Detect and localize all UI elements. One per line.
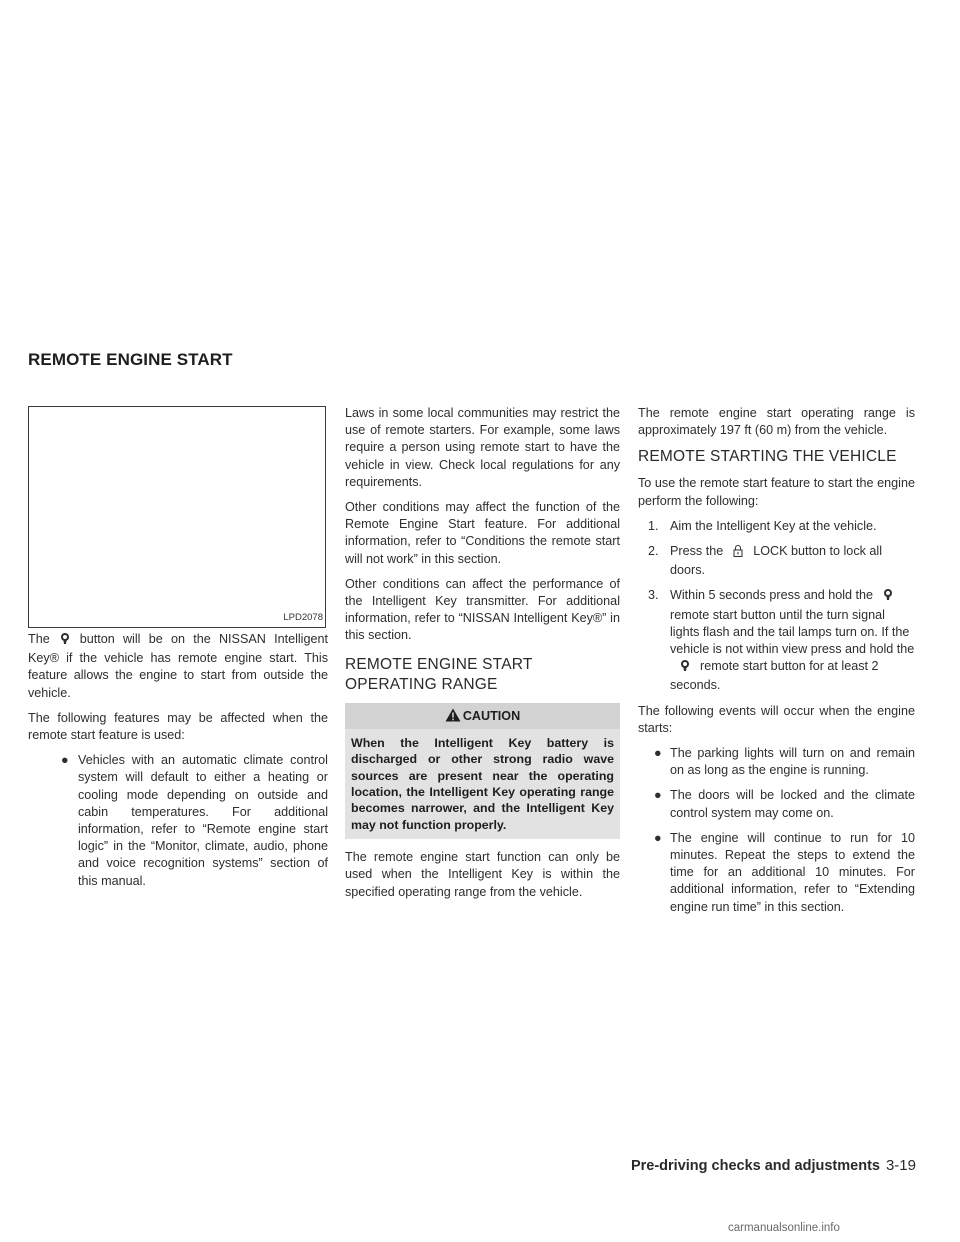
bullet-list-features	[28, 752, 328, 890]
paragraph-laws: Laws in some local communities may restrict the use of remote starters. For example, some laws require a person using remote start to have the vehicle in view. Check local regulations for any requirements.	[345, 406, 620, 489]
footer-chapter-title: Pre-driving checks and adjustments	[630, 1158, 880, 1174]
caution-box	[345, 703, 620, 840]
remote-start-icon	[670, 659, 700, 677]
step-item: 2. Press the LOCK button to lock all doors.	[648, 544, 883, 578]
remote-start-icon	[50, 632, 80, 650]
caution-header: CAUTION	[345, 703, 620, 729]
caution-text: When the Intelligent Key battery is discharged or other strong radio wave sources are present near the operating location, the Intelligent Key operating range becomes narrower, and the Intelligent Key may not function properly.	[351, 735, 614, 832]
bullet-list-events	[638, 745, 915, 916]
column-middle	[345, 405, 620, 909]
list-item: ● Vehicles with an automatic climate control system will default to either a heating or cooling mode depending on outside and cabin temperatures. For additional information, refer to “Remote engine start logic” in the “Monitor, climate, audio, phone and voice recognition systems” section of this manual.	[61, 753, 328, 888]
paragraph-events: The following events will occur when the engine starts:	[638, 703, 915, 735]
page-footer	[631, 1157, 916, 1174]
page-number: 3-19	[885, 1157, 916, 1174]
steps-list	[638, 518, 915, 695]
paragraph-transmitter: Other conditions can affect the performance of the Intelligent Key transmitter. For additional information, refer to “NISSAN Intelligent Key®” in this section.	[345, 576, 620, 643]
caution-triangle-icon	[445, 708, 461, 722]
step-item: 3. Within 5 seconds press and hold theremote start button until the turn signal lights flash and the tail lamps turn on. If the vehicle is not within view press and hold theremote start button for at least 2 seconds.	[648, 588, 915, 693]
paragraph-perform: To use the remote start feature to start the engine perform the following:	[638, 476, 915, 508]
section-title: REMOTE ENGINE START	[28, 350, 233, 369]
remote-start-icon	[873, 588, 903, 606]
lock-icon	[723, 544, 753, 562]
column-right	[638, 405, 915, 924]
paragraph-intro: The button will be on the NISSAN Intelligent Key® if the vehicle has remote engine start. This feature allows the engine to start from outside the vehicle.	[28, 632, 328, 700]
heading-operating-range: REMOTE ENGINE START OPERATING RANGE	[345, 655, 533, 693]
list-item: ● The engine will continue to run for 10 minutes. Repeat the steps to extend the time for an additional 10 minutes. For additional information, refer to “Extending engine run time” in this section.	[654, 830, 915, 914]
paragraph-range-use: The remote engine start function can only be used when the Intelligent Key is within the specified operating range from the vehicle.	[345, 850, 620, 899]
paragraph-conditions: Other conditions may affect the function of the Remote Engine Start feature. For additional information, refer to “Conditions the remote start will not work” in this section.	[345, 500, 620, 566]
column-left	[28, 406, 328, 898]
heading-remote-starting: REMOTE STARTING THE VEHICLE	[638, 448, 897, 466]
paragraph-range-distance: The remote engine start operating range is approximately 197 ft (60 m) from the vehicle.	[638, 406, 915, 438]
list-item: ● The parking lights will turn on and remain on as long as the engine is running.	[654, 746, 915, 778]
figure-image-placeholder	[28, 406, 326, 628]
figure-label: LPD2078	[283, 611, 323, 623]
list-item: ● The doors will be locked and the climate control system may come on.	[654, 788, 915, 820]
paragraph-features: The following features may be affected when the remote start feature is used:	[28, 710, 328, 743]
step-item: 1. Aim the Intelligent Key at the vehicle.	[648, 518, 877, 533]
watermark: carmanualsonline.info	[728, 1222, 840, 1234]
bullet-dot: ●	[61, 753, 69, 768]
